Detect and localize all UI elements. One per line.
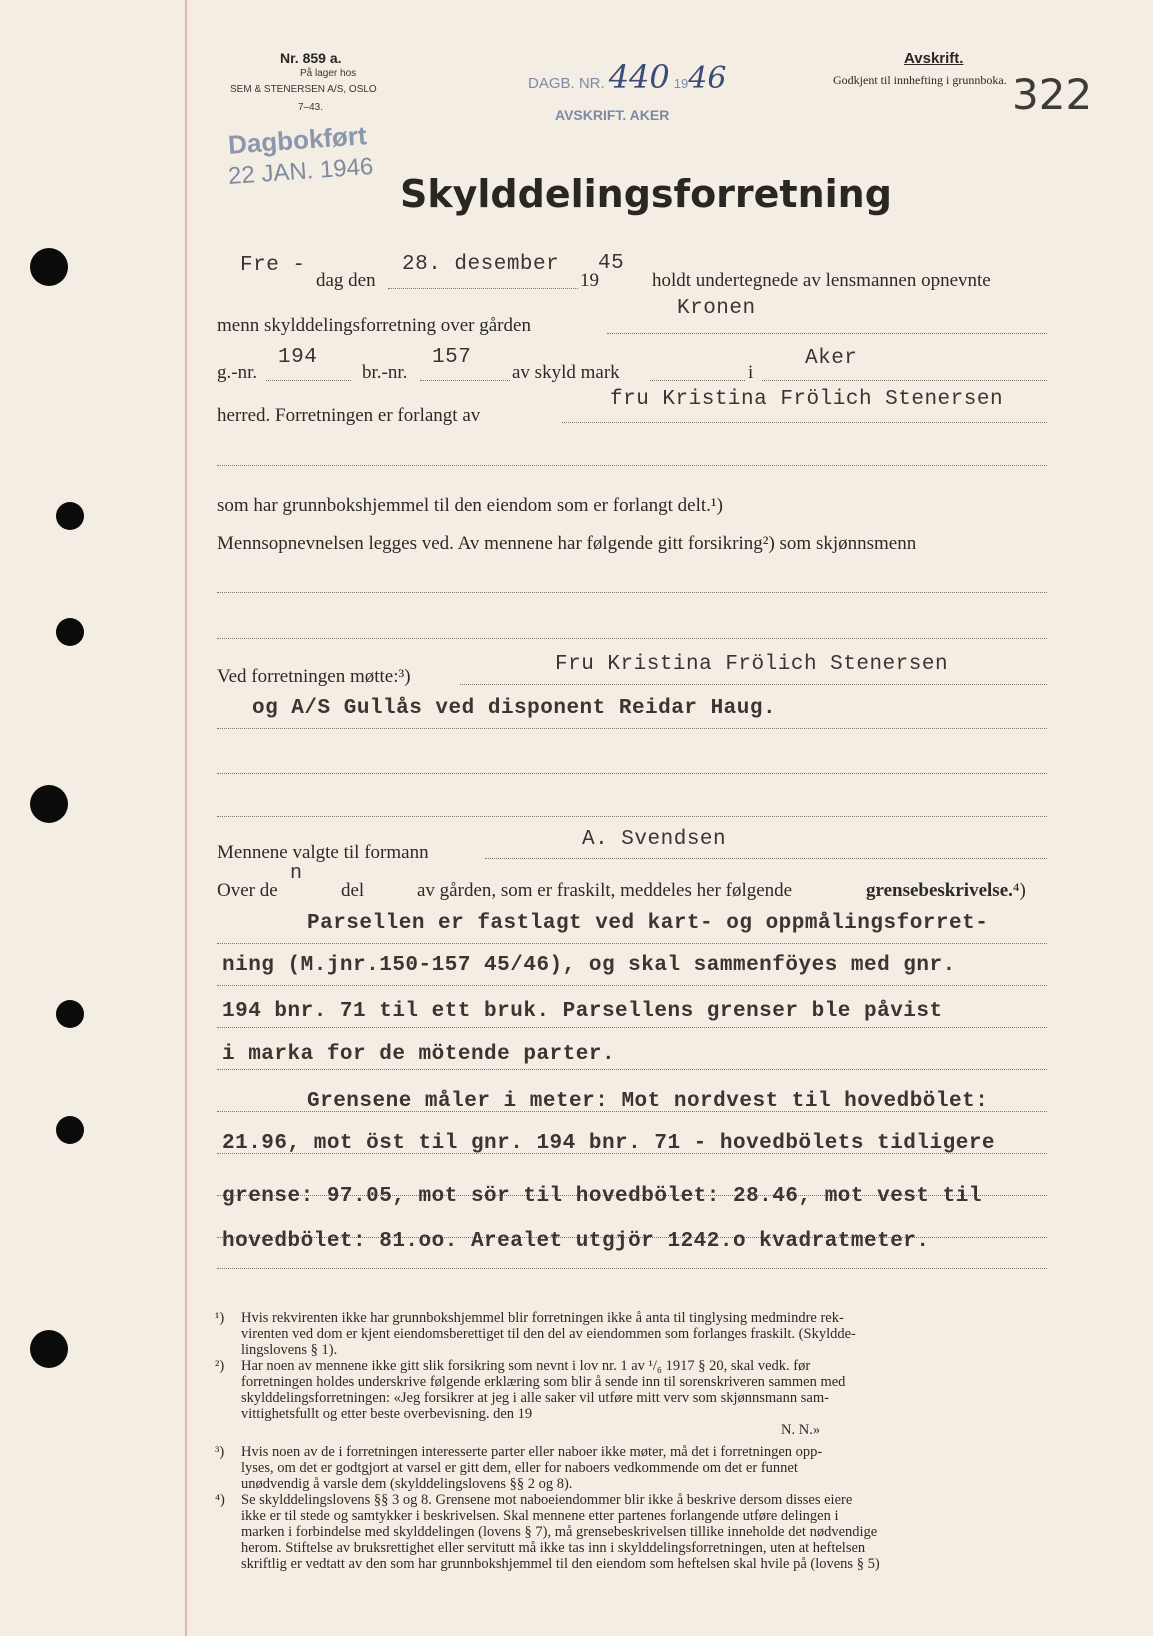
footnote-2-line: forretningen holdes underskrive følgende erklæring som blir å sende inn til sorenskriveren sammen med bbox=[241, 1374, 846, 1390]
binder-hole-4 bbox=[30, 785, 68, 823]
description-line-2: ning (M.jnr.150-157 45/46), og skal sammenföyes med gnr. bbox=[222, 954, 956, 977]
dagb-number: 440 bbox=[608, 58, 670, 96]
over-rest-label: av gården, som er fraskilt, meddeles her følgende bbox=[417, 880, 793, 901]
footnote-4-line: Se skylddelingslovens §§ 3 og 8. Grensene mot naboeiendommer blir ikke å beskrive dersom disses eiere bbox=[241, 1492, 853, 1508]
mote-label: Ved forretningen møtte:³) bbox=[217, 666, 411, 687]
bnr-value: 157 bbox=[432, 346, 472, 369]
footnote-4-line: skriftlig er vedtatt av den som har grunnbokshjemmel til den eiendom som heftelsen skal hvile på (lovens § 5) bbox=[241, 1556, 880, 1572]
binder-hole-1 bbox=[30, 248, 68, 286]
footnote-1-line: lingslovens § 1). bbox=[241, 1342, 338, 1358]
binder-hole-7 bbox=[30, 1330, 68, 1368]
year-value: 45 bbox=[598, 252, 625, 275]
dagbokfort-stamp-label: Dagbokført bbox=[227, 120, 368, 160]
margin-line bbox=[185, 0, 187, 1636]
mennsopnevnelse-text: Mennsopnevnelsen legges ved. Av mennene har følgende gitt forsikring²) som skjønnsmenn bbox=[217, 533, 917, 554]
dagb-year: 46 bbox=[688, 61, 727, 96]
attendee-2: og A/S Gullås ved disponent Reidar Haug. bbox=[252, 697, 777, 720]
requester-label: herred. Forretningen er forlangt av bbox=[217, 405, 481, 426]
formann-label: Mennene valgte til formann bbox=[217, 842, 429, 863]
gnr-value: 194 bbox=[278, 346, 318, 369]
footnote-2-signature: N. N.» bbox=[781, 1422, 821, 1438]
printer-line-2: SEM & STENERSEN A/S, OSLO bbox=[230, 84, 377, 95]
dag-den-label: dag den bbox=[316, 270, 376, 291]
dagb-year-prefix: 19 bbox=[673, 76, 689, 91]
grensebeskrivelse-footnote-mark: ⁴) bbox=[1012, 880, 1026, 901]
footnote-2-line: skylddelingsforretningen: «Jeg forsikrer at jeg i alle saker vil utføre mitt verv som skjønnsmann sam- bbox=[241, 1390, 829, 1406]
farm-value: Kronen bbox=[677, 297, 756, 320]
godkjent-label: Godkjent til innhefting i grunnboka. bbox=[833, 73, 1007, 87]
form-number: Nr. 859 a. bbox=[280, 50, 342, 66]
description-line-7: grense: 97.05, mot sör til hovedbölet: 28.46, mot vest til bbox=[222, 1185, 982, 1208]
footnote-4-line: herom. Stiftelse av bruksrettighet eller servitutt må ikke tas inn i skylddelingsforretningen, uten at heftelsen bbox=[241, 1540, 866, 1556]
footnote-3-line: unødvendig å varsle dem (skylddelingslovens §§ 2 og 8). bbox=[241, 1476, 573, 1492]
footnote-1-mark: ¹) bbox=[215, 1310, 225, 1326]
requester-value: fru Kristina Frölich Stenersen bbox=[610, 388, 1004, 411]
farm-label: menn skylddelingsforretning over gården bbox=[217, 315, 531, 336]
footnote-1-line: virenten ved dom er kjent eiendomsberettiget til den del av eiendommen som forlanges fraskilt. (Skyldde- bbox=[241, 1326, 856, 1342]
footnote-2-line: vittighetsfullt og etter beste overbevisning. den 19 bbox=[241, 1406, 533, 1422]
binder-hole-5 bbox=[56, 1000, 84, 1028]
weekday-value: Fre - bbox=[240, 254, 306, 277]
bnr-label: br.-nr. bbox=[362, 362, 408, 383]
avskrift-aker-stamp: AVSKRIFT. AKER bbox=[555, 107, 670, 123]
date-value: 28. desember bbox=[402, 253, 560, 276]
footnote-2-mark: ²) bbox=[215, 1358, 225, 1374]
over-n-value: n bbox=[290, 862, 303, 885]
dagb-stamp bbox=[528, 58, 726, 96]
footnote-4-mark: ⁴) bbox=[215, 1492, 225, 1508]
document-title: Skylddelingsforretning bbox=[400, 172, 892, 216]
line1-rest-label: holdt undertegnede av lensmannen opnevnte bbox=[652, 270, 991, 291]
footnote-3-line: Hvis noen av de i forretningen interesserte parter eller naboer ikke møter, må det i forretningen opp- bbox=[241, 1444, 823, 1460]
place-value: Aker bbox=[805, 347, 858, 370]
description-line-6: 21.96, mot öst til gnr. 194 bnr. 71 - hovedbölets tidligere bbox=[222, 1132, 996, 1155]
footnote-2-line: Har noen av mennene ikke gitt slik forsikring som nevnt i lov nr. 1 av ¹/₆ 1917 § 20, skal vedk. før bbox=[241, 1358, 811, 1374]
i-label: i bbox=[748, 362, 754, 383]
attendee-1: Fru Kristina Frölich Stenersen bbox=[555, 653, 949, 676]
dagbokfort-stamp-date: 22 JAN. 1946 bbox=[227, 152, 375, 191]
footnote-4-line: ikke er til stede og samtykker i beskrivelsen. Skal mennene etter partenes forlangende utføre delingen i bbox=[241, 1508, 839, 1524]
footnote-4-line: marken i forbindelse med skylddelingen (lovens § 7), må grensebeskrivelsen tillike inneholde det nødvendige bbox=[241, 1524, 878, 1540]
description-line-4: i marka for de mötende parter. bbox=[222, 1043, 616, 1066]
binder-hole-6 bbox=[56, 1116, 84, 1144]
del-label: del bbox=[341, 880, 365, 901]
description-line-8: hovedbölet: 81.oo. Arealet utgjör 1242.o kvadratmeter. bbox=[222, 1230, 930, 1253]
grensebeskrivelse-bold: grensebeskrivelse. bbox=[866, 880, 1013, 901]
over-label: Over de bbox=[217, 880, 278, 901]
footnote-1-line: Hvis rekvirenten ikke har grunnbokshjemmel blir forretningen ikke å anta til tinglysing medmindre rek- bbox=[241, 1310, 844, 1326]
binder-hole-3 bbox=[56, 618, 84, 646]
description-line-3: 194 bnr. 71 til ett bruk. Parsellens grenser ble påvist bbox=[222, 1000, 943, 1023]
description-line-1: Parsellen er fastlagt ved kart- og oppmålingsforret- bbox=[307, 912, 989, 935]
grunnbok-text: som har grunnbokshjemmel til den eiendom som er forlangt delt.¹) bbox=[217, 495, 723, 516]
page-number: 322 bbox=[1012, 70, 1093, 119]
avskrift-label: Avskrift. bbox=[904, 50, 964, 67]
formann-value: A. Svendsen bbox=[582, 828, 727, 851]
grensebeskrivelse-label bbox=[866, 880, 1026, 902]
year-prefix-label: 19 bbox=[580, 270, 599, 291]
skyld-label: av skyld mark bbox=[512, 362, 620, 383]
dagb-prefix: DAGB. NR. bbox=[528, 75, 605, 92]
printer-line-1: På lager hos bbox=[300, 68, 357, 79]
description-line-5: Grensene måler i meter: Mot nordvest til hovedbölet: bbox=[307, 1090, 989, 1113]
printer-line-3: 7–43. bbox=[298, 102, 324, 113]
footnote-3-mark: ³) bbox=[215, 1444, 225, 1460]
gnr-label: g.-nr. bbox=[217, 362, 258, 383]
footnote-3-line: lyses, om det er godtgjort at varsel er gitt dem, eller for naboers vedkommende om det er funnet bbox=[241, 1460, 798, 1476]
binder-hole-2 bbox=[56, 502, 84, 530]
